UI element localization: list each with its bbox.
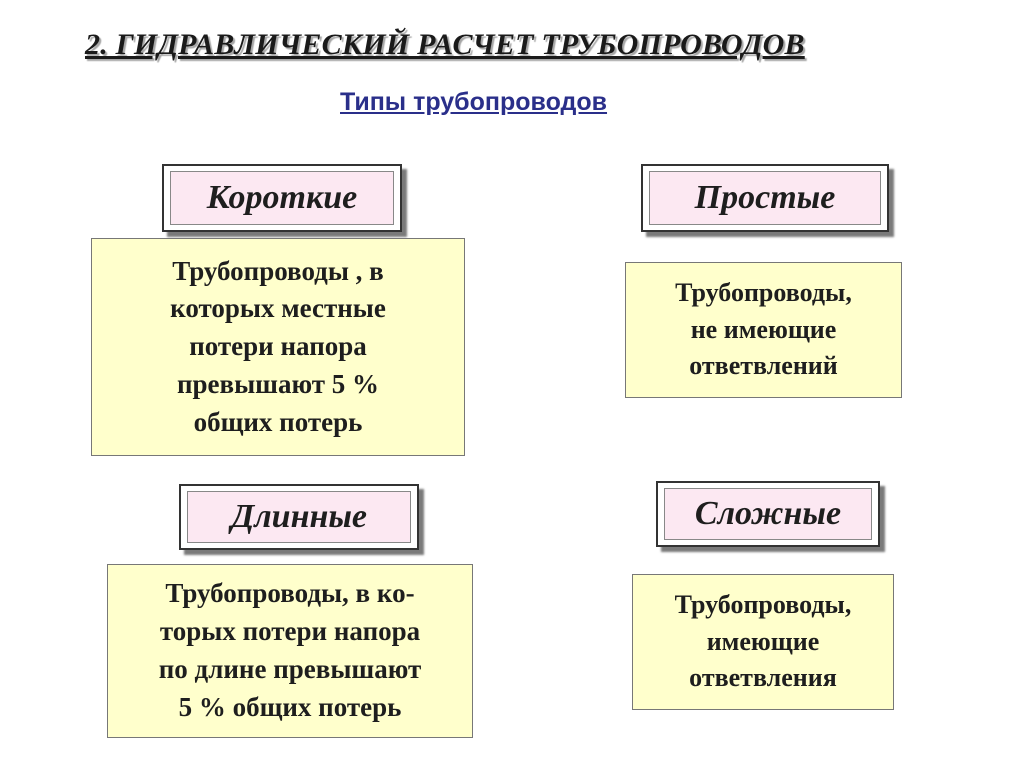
simple-description-box	[625, 262, 902, 398]
simple-header-label: Простые	[649, 171, 881, 225]
complex-header-box	[656, 481, 880, 547]
short-description-line: Трубопроводы , в	[172, 255, 384, 286]
slide-title: 2. ГИДРАВЛИЧЕСКИЙ РАСЧЕТ ТРУБОПРОВОДОВ	[85, 28, 805, 61]
slide-subtitle: Типы трубопроводов	[340, 88, 608, 116]
long-description-line: торых потери напора	[159, 616, 421, 647]
short-description-line: превышают 5 %	[176, 368, 380, 399]
short-header-box	[162, 164, 402, 232]
simple-description-line: Трубопроводы,	[675, 278, 852, 308]
short-description-line: которых местные	[170, 293, 386, 324]
short-description-box	[91, 238, 465, 456]
long-description-line: по длине превышают	[158, 654, 422, 684]
complex-description-line: ответвления	[689, 663, 837, 693]
long-header-box	[179, 484, 419, 550]
complex-description-line: имеющие	[706, 626, 820, 656]
simple-description-line: не имеющие	[690, 314, 837, 344]
long-description-box	[107, 564, 473, 738]
long-description-text	[159, 575, 422, 726]
long-description-line: Трубопроводы, в ко-	[165, 578, 415, 609]
short-header-label: Короткие	[170, 171, 394, 225]
short-description-line: потери напора	[189, 331, 367, 362]
complex-description-line: Трубопроводы,	[674, 590, 852, 620]
complex-description-text	[675, 587, 852, 696]
complex-header-label: Сложные	[664, 488, 872, 540]
simple-header-box	[641, 164, 889, 232]
long-header-label: Длинные	[187, 491, 411, 543]
long-description-line: 5 % общих потерь	[178, 691, 402, 722]
complex-description-box	[632, 574, 894, 710]
short-description-text	[170, 253, 386, 442]
short-description-line: общих потерь	[193, 406, 363, 437]
simple-description-line: ответвлений	[689, 351, 838, 381]
simple-description-text	[675, 275, 852, 384]
